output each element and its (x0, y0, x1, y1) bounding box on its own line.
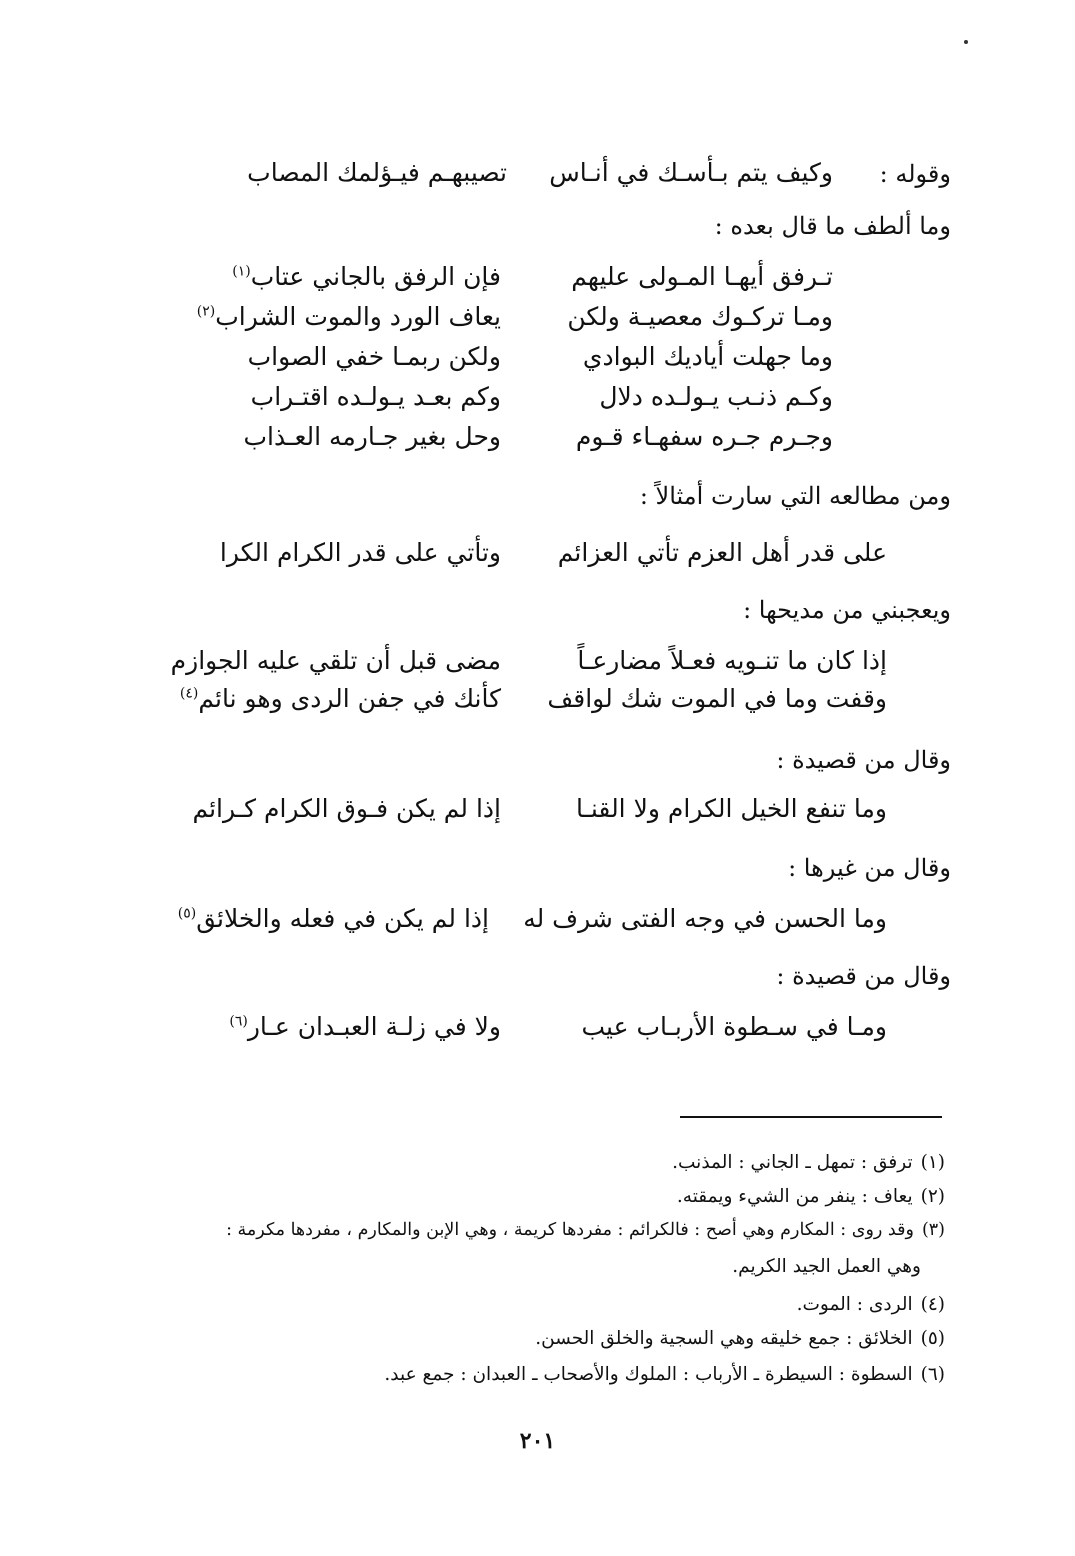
footnote-number: (١) (920, 1152, 945, 1173)
verse-line (167, 646, 887, 686)
footnote-number: (٦) (920, 1364, 945, 1385)
hemistich-left-text: يعاف الورد والموت الشراب (215, 302, 501, 331)
hemistich-right: ومـا في سـطوة الأربـاب عيب (581, 1012, 887, 1041)
footnote (384, 1364, 945, 1386)
page-number: ٢٠١ (519, 1428, 556, 1454)
hemistich-right: وجـرم جـره سفهـاء قـوم (575, 422, 833, 451)
verse-line (233, 262, 833, 302)
footnote-number: (٥) (920, 1328, 945, 1349)
hemistich-left: تصيبهـم فيـؤلمك المصاب (247, 158, 507, 187)
hemistich-left-text: كأنك في جفن الردى وهو نائم (198, 684, 501, 713)
hemistich-left: وتأتي على قدر الكرام الكرا (219, 538, 501, 567)
footnote-text: وقد روى : المكارم وهي أصح : فالكرائم : مفردها كريمة ، وهي الإبن والمكارم ، مفردها مكرمة : (226, 1220, 914, 1240)
hemistich-right: وكيف يتم بـأسـك في أنـاس (549, 158, 833, 187)
intro-line-2: وما ألطف ما قال بعده : (714, 212, 951, 240)
hemistich-left: وكم بعـد يـولـده اقتـراب (250, 382, 501, 411)
verse-line (167, 794, 887, 834)
hemistich-right: وما الحسن في وجه الفتى شرف له (523, 904, 887, 933)
footnote (672, 1152, 945, 1174)
hemistich-left (232, 262, 501, 291)
hemistich-left (180, 684, 501, 713)
hemistich-left-text: ولا في زلـة العبـدان عـار (247, 1012, 501, 1041)
footnote (797, 1294, 945, 1316)
speck-dot (964, 40, 968, 44)
footnote-text: الردى : الموت. (796, 1294, 913, 1315)
hemistich-left: إذا لم يكن فـوق الكرام كـرائم (192, 794, 501, 823)
hemistich-right: على قدر أهل العزم تأتي العزائم (557, 538, 887, 567)
footnote-text: الخلائق : جمع خليقه وهي السجية والخلق الحسن. (535, 1328, 913, 1349)
verse-line (219, 538, 887, 578)
hemistich-left: وحل بغير جـارمه العـذاب (243, 422, 501, 451)
intro-line-7: وقال من قصيدة : (776, 962, 951, 990)
intro-line-6: وقال من غيرها : (788, 854, 951, 882)
footnote-number: (٤) (920, 1294, 945, 1315)
footnote-marker: (٢) (196, 303, 216, 320)
verse-line (167, 684, 887, 724)
footnote-text: ترفق : تمهل ـ الجاني : المذنب. (672, 1152, 913, 1173)
hemistich-right: وقفت وما في الموت شك لواقف (547, 684, 887, 713)
intro-lead: وقوله : (879, 160, 951, 188)
footnote-text: يعاف : ينفر من الشيء ويمقته. (676, 1186, 913, 1207)
hemistich-right: وكـم ذنـب يـولـده دلال (599, 382, 833, 411)
footnote (226, 1220, 945, 1241)
hemistich-right: وما تنفع الخيل الكرام ولا القنـا (575, 794, 887, 823)
footnote-number: (٢) (920, 1186, 945, 1207)
hemistich-left-text: فإن الرفق بالجاني عتاب (250, 262, 501, 291)
hemistich-left (197, 302, 501, 331)
hemistich-left (178, 904, 489, 933)
verse-line (167, 1012, 887, 1052)
verse-line (196, 302, 833, 342)
footnote-marker: (٤) (179, 685, 199, 702)
hemistich-right: إذا كان ما تنـويه فعـلاً مضارعـاً (577, 646, 887, 675)
intro-line-5: وقال من قصيدة : (776, 746, 951, 774)
footnote-marker: (٥) (177, 905, 197, 922)
verse-line (233, 422, 833, 462)
footnote-marker: (٦) (229, 1013, 248, 1030)
footnote (535, 1328, 945, 1350)
hemistich-left: ولكن ربمـا خفي الصواب (247, 342, 501, 371)
verse-line (233, 382, 833, 422)
footnote-marker: (١) (232, 263, 251, 280)
hemistich-right: ومـا تركـوك معصيـة ولكن (567, 302, 833, 331)
hemistich-right: تـرفق أيهـا المـولى عليهم (571, 262, 833, 291)
footnote-continuation: وهي العمل الجيد الكريم. (732, 1256, 921, 1277)
hemistich-left: مضى قبل أن تلقي عليه الجوازم (170, 646, 501, 675)
footnote (677, 1186, 945, 1208)
hemistich-right: وما جهلت أياديك البوادي (582, 342, 833, 371)
hemistich-left-text: إذا لم يكن في فعله والخلائق (196, 904, 489, 933)
hemistich-left (229, 1012, 501, 1041)
intro-line-3: ومن مطالعه التي سارت أمثالاً : (639, 482, 951, 510)
verse-line (167, 904, 887, 944)
footnote-text: السطوة : السيطرة ـ الأرباب : الملوك والأصحاب ـ العبدان : جمع عبد. (384, 1364, 913, 1385)
couplet-intro (243, 158, 843, 198)
intro-line-4: ويعجبني من مديحها : (743, 596, 951, 624)
footnote-separator (680, 1116, 942, 1118)
verse-line (233, 342, 833, 382)
footnote-number: (٣) (921, 1220, 945, 1240)
